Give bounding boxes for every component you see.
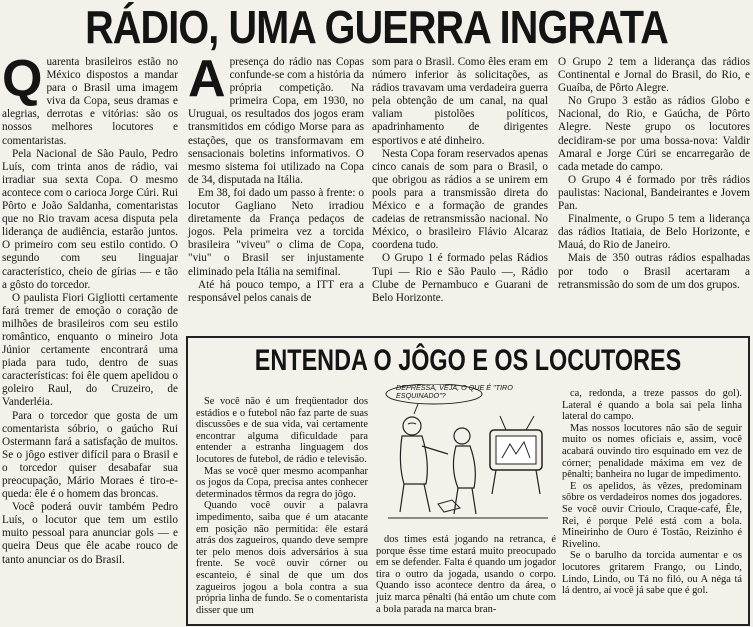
paragraph: Se o barulho da torcida aumentar e os locutores gritarem Frango, ou Lindo, Lindo, Lindo, ou Tá no filó, ou A néga tá lá dentro, aí você já sabe que é gol.	[562, 550, 742, 597]
cartoon-speech-bubble: DEPRESSA, VEJA, O QUE É "TIRO ESQUINADO"?	[396, 383, 513, 400]
drop-cap: Q	[2, 50, 43, 108]
paragraph: Mas nossos locutores não são de seguir muito os nomes oficiais e, assim, você acabará ouvindo tiro esquinado em vez de córner; penalidade máxima em vez de pênalti; banheira no lugar de impedimento.	[562, 422, 742, 481]
paragraph: Se você não é um freqüentador dos estádios e o futebol não faz parte de suas discussões e de sua vida, vai certamente encontrar alguma dificuldade para entender a estranha linguagem dos locutores de futebol, de rádio e televisão.	[196, 396, 368, 465]
paragraph: O Grupo 4 é formado por três rádios paulistas: Nacional, Bandeirantes e Jovem Pan.	[558, 173, 750, 213]
paragraph: Finalmente, o Grupo 5 tem a liderança das rádios Itatiaia, de Belo Horizonte, e Mauá, do Rio de Janeiro.	[558, 213, 750, 252]
paragraph: Mais de 350 outras rádios espalhadas por todo o Brasil acertaram a retransmissão do som de um dos grupos.	[558, 252, 750, 291]
article-column-4	[558, 56, 750, 292]
paragraph: Pela Nacional de São Paulo, Pedro Luís, com trinta anos de rádio, vai irradiar sua sexta Copa. O mesmo acontece com o carioca Jorge Cúri. Rui Pôrto e João Saldanha, comentaristas que no Rio travam acesa disputa pela liderança de audiência, estarão juntos. O primeiro com seu estilo contido. O segundo com seu linguajar característico, cheio de gírias — e tão a gôsto do torcedor.	[2, 147, 178, 291]
drop-cap: A	[188, 50, 226, 108]
cartoon-illustration	[378, 384, 556, 530]
paragraph: ca, redonda, a treze passos do gol). Lateral é quando a bola sai pela linha lateral do campo.	[562, 388, 742, 423]
paragraph: Até há pouco tempo, a ITT era a responsável pelos canais de	[188, 278, 364, 304]
sidebar-title: ENTENDA O JÔGO E OS LOCUTORES	[254, 344, 682, 377]
article-column-2	[188, 50, 364, 305]
paragraph: O paulista Fiori Gigliotti certamente fará tremer de emoção o coração de milhões de brasileiros com seu estilo romântico, enquanto o mineiro Jota Júnior certamente encontrará uma piada para tudo, dentro de suas características: foi êle quem apelidou o goleiro Raul, do Cruzeiro, de Vanderléia.	[2, 291, 178, 409]
sidebar-column-3	[562, 388, 742, 597]
paragraph: dos times está jogando na retranca, é porque êsse time estará muito preocupado em se defender. Falta é quando um jogador tira o outro da jogada, usando o corpo. Quando isso acontece dentro da área, o juiz marca pênalti (há então um chute com a bola parada na marca bran-	[376, 534, 556, 615]
paragraph: Quando você ouvir a palavra impedimento, saiba que é um atacante em posição não permitida: êle estará atrás dos zagueiros, quando deve sempre ter pelo menos dois adversários à sua frente. Se você ouvir córner ou escanteio, é sinal de que um dos zagueiros jogou a bola contra a sua própria linha de fundo. Se o comentarista disser que um	[196, 500, 368, 616]
cartoon-drawing	[378, 384, 556, 530]
paragraph-text: uarenta brasileiros estão no México dispostos a mandar para o Brasil uma imagem viva da Copa, seus dramas e alegrias, derrotas e vitórias: são os nossos melhores locutores e comentaristas.	[2, 56, 178, 147]
sidebar-box	[186, 336, 750, 626]
paragraph: E os apelidos, às vêzes, predominam sôbre os verdadeiros nomes dos jogadores. Se você ouvir Crioulo, Craque-café, Êle, Rei, é porque Pelé está com a bola. Mineirinho de Ouro é Tostão, Reizinho é Rivelino.	[562, 480, 742, 550]
paragraph	[188, 50, 364, 187]
paragraph: O Grupo 2 tem a liderança das rádios Continental e Jornal do Brasil, do Rio, e Guaíba, de Pôrto Alegre.	[558, 56, 750, 95]
paragraph: som para o Brasil. Como êles eram em número inferior às solicitações, as rádios travavam uma verdadeira guerra pela obtenção de um canal, na qual valiam pistolões políticos, apadrinhamento de dirigentes esportivos e até dinheiro.	[372, 56, 548, 147]
paragraph: No Grupo 3 estão as rádios Globo e Nacional, do Rio, e Gaúcha, de Pôrto Alegre. Neste grupo os locutores decidiram-se por uma bossa-nova: Valdir Amaral e Jorge Cúri se encarregarão de cada metade do campo.	[558, 95, 750, 173]
paragraph: Em 38, foi dado um passo à frente: o locutor Gagliano Neto irradiou diretamente da França pedaços de jogos. Pela primeira vez a torcida brasileira "viveu" o clima de Copa, "viu" o Brasil ser injustamente eliminado pela Itália na semifinal.	[188, 186, 364, 278]
paragraph	[2, 50, 178, 148]
paragraph: Para o torcedor que gosta de um comentarista sóbrio, o gaúcho Rui Ostermann fará a satisfação de muitos. Se o jôgo estiver difícil para o Brasil e o torcedor quiser desabafar sua preocupação, Mário Moraes é tiro-e-queda: êle é o homem das broncas.	[2, 409, 178, 501]
paragraph: Mas se você quer mesmo acompanhar os jogos da Copa, precisa antes conhecer determinados têrmos da regra do jôgo.	[196, 465, 368, 500]
paragraph: Você poderá ouvir também Pedro Luís, o locutor que tem um estilo muito pessoal para anunciar gols — e queira Deus que êle acabe rouco de tanto anunciar os do Brasil.	[2, 501, 178, 566]
paragraph: O Grupo 1 é formado pelas Rádios Tupi — Rio e São Paulo —, Rádio Clube de Pernambuco e Guarani de Belo Horizonte.	[372, 252, 548, 304]
paragraph-text: presença do rádio nas Copas confunde-se com a história da própria competição. Na primeira Copa, em 1930, no Uruguai, os resultados dos jogos eram transmitidos em código Morse para as estações, que os transformavam em sensacionais boletins informativos. O mesmo sistema foi utilizado na Copa de 34, disputada na Itália.	[188, 56, 364, 186]
sidebar-column-1	[196, 396, 368, 616]
headline: RÁDIO, UMA GUERRA INGRATA	[85, 1, 668, 53]
sidebar-column-2	[376, 534, 556, 615]
article-column-1	[2, 50, 178, 567]
article-column-3	[372, 56, 548, 305]
paragraph: Nesta Copa foram reservados apenas cinco canais de som para o Brasil, o que obrigou as rádios a se unirem em pools para a transmissão direta do México e a formação de grandes cadeias de retransmissão nacional. No México, o brasileiro Flávio Alcaraz coordena tudo.	[372, 147, 548, 252]
